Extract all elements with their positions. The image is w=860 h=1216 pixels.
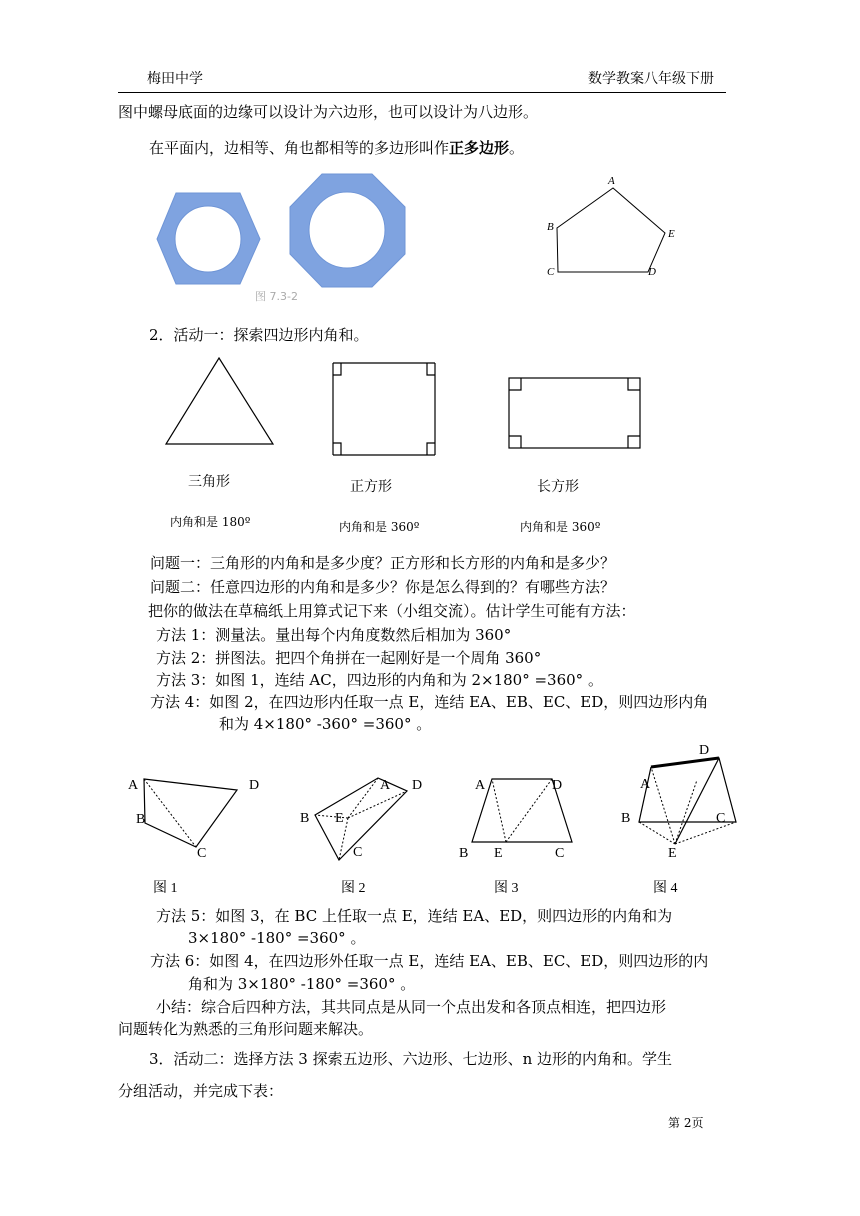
pentagon-label-d: D bbox=[648, 266, 656, 278]
activity-1-title: 2．活动一：探索四边形内角和。 bbox=[149, 326, 369, 344]
fig2-label-c: C bbox=[353, 845, 363, 860]
page-number: 第 2页 bbox=[668, 1116, 704, 1130]
method-4-line-2: 和为 4×180° -360° =360° 。 bbox=[219, 715, 432, 733]
intro-period: 。 bbox=[509, 139, 525, 157]
fig1-label-b: B bbox=[136, 812, 146, 827]
fig1-label-d: D bbox=[249, 778, 260, 793]
fig3-label-d: D bbox=[552, 778, 563, 793]
rectangle-name: 长方形 bbox=[537, 479, 579, 495]
fig2-label-d: D bbox=[412, 778, 423, 793]
nut-figure-caption: 图 7.3-2 bbox=[255, 290, 298, 303]
header-school: 梅田中学 bbox=[147, 71, 203, 87]
activity-2-line-2: 分组活动，并完成下表： bbox=[118, 1082, 284, 1100]
fig3-caption: 图 3 bbox=[494, 881, 519, 896]
fig1-label-c: C bbox=[197, 846, 207, 861]
fig1-label-a: A bbox=[128, 778, 139, 793]
pentagon-label-c: C bbox=[547, 266, 555, 278]
fig2-label-b: B bbox=[300, 811, 310, 826]
fig4-label-d: D bbox=[699, 743, 710, 758]
pentagon-label-e: E bbox=[668, 228, 675, 240]
question-2: 问题二：任意四边形的内角和是多少？你是怎么得到的？有哪些方法？ bbox=[150, 578, 616, 596]
fig2-label-e: E bbox=[335, 811, 344, 826]
figure-1-quadrilateral bbox=[144, 779, 237, 847]
fig4-caption: 图 4 bbox=[653, 881, 678, 896]
method-2: 方法 2：拼图法。把四个角拼在一起刚好是一个周角 360° bbox=[156, 649, 542, 667]
fig3-label-e: E bbox=[494, 846, 503, 861]
hexagon-nut bbox=[157, 193, 260, 284]
triangle-angle-sum: 内角和是 180º bbox=[170, 515, 251, 529]
header-course: 数学教案八年级下册 bbox=[588, 71, 714, 87]
rectangle-angle-sum: 内角和是 360º bbox=[520, 520, 601, 534]
fig4-label-a: A bbox=[640, 777, 651, 792]
fig4-label-e: E bbox=[668, 846, 677, 861]
summary-line-1: 小结：综合后四种方法，其共同点是从同一个点出发和各顶点相连，把四边形 bbox=[156, 998, 667, 1016]
fig3-label-b: B bbox=[459, 846, 469, 861]
method-3: 方法 3：如图 1，连结 AC，四边形的内角和为 2×180° =360° 。 bbox=[156, 671, 603, 689]
fig4-label-c: C bbox=[716, 811, 726, 826]
pentagon-label-b: B bbox=[547, 221, 554, 233]
regular-pentagon bbox=[557, 188, 665, 272]
figure-4-quadrilateral bbox=[639, 758, 736, 844]
question-1: 问题一：三角形的内角和是多少度？正方形和长方形的内角和是多少？ bbox=[150, 554, 616, 572]
fig3-label-a: A bbox=[475, 778, 486, 793]
triangle-name: 三角形 bbox=[188, 474, 230, 490]
summary-line-2: 问题转化为熟悉的三角形问题来解决。 bbox=[118, 1020, 374, 1038]
square-shape bbox=[333, 363, 435, 455]
square-name: 正方形 bbox=[350, 479, 392, 495]
intro-line-1: 图中螺母底面的边缘可以设计为六边形，也可以设计为八边形。 bbox=[118, 103, 539, 121]
triangle-shape bbox=[166, 358, 273, 444]
fig3-label-c: C bbox=[555, 846, 565, 861]
method-6-line-2: 角和为 3×180° -180° =360° 。 bbox=[188, 975, 416, 993]
square-angle-sum: 内角和是 360º bbox=[339, 520, 420, 534]
activity-2-line-1: 3．活动二：选择方法 3 探索五边形、六边形、七边形、n 边形的内角和。学生 bbox=[149, 1050, 673, 1068]
fig1-caption: 图 1 bbox=[153, 881, 178, 896]
record-instruction: 把你的做法在草稿纸上用算式记下来（小组交流）。估计学生可能有方法： bbox=[148, 602, 636, 620]
pentagon-label-a: A bbox=[608, 175, 615, 187]
octagon-nut bbox=[290, 174, 405, 287]
method-5-line-1: 方法 5：如图 3，在 BC 上任取一点 E，连结 EA、ED，则四边形的内角和为 bbox=[156, 907, 673, 925]
rectangle-shape bbox=[509, 378, 640, 448]
fig2-caption: 图 2 bbox=[341, 881, 366, 896]
method-4-line-1: 方法 4：如图 2，在四边形内任取一点 E，连结 EA、EB、EC、ED，则四边形内角 bbox=[150, 693, 709, 711]
intro-definition: 在平面内，边相等、角也都相等的多边形叫作 bbox=[149, 139, 450, 157]
fig2-label-a: A bbox=[380, 778, 391, 793]
regular-polygon-term: 正多边形 bbox=[449, 139, 510, 157]
method-5-line-2: 3×180° -180° =360° 。 bbox=[188, 929, 366, 947]
method-6-line-1: 方法 6：如图 4，在四边形外任取一点 E，连结 EA、EB、EC、ED，则四边形的内 bbox=[150, 952, 709, 970]
method-1: 方法 1：测量法。量出每个内角度数然后相加为 360° bbox=[156, 626, 512, 644]
fig4-label-b: B bbox=[621, 811, 631, 826]
